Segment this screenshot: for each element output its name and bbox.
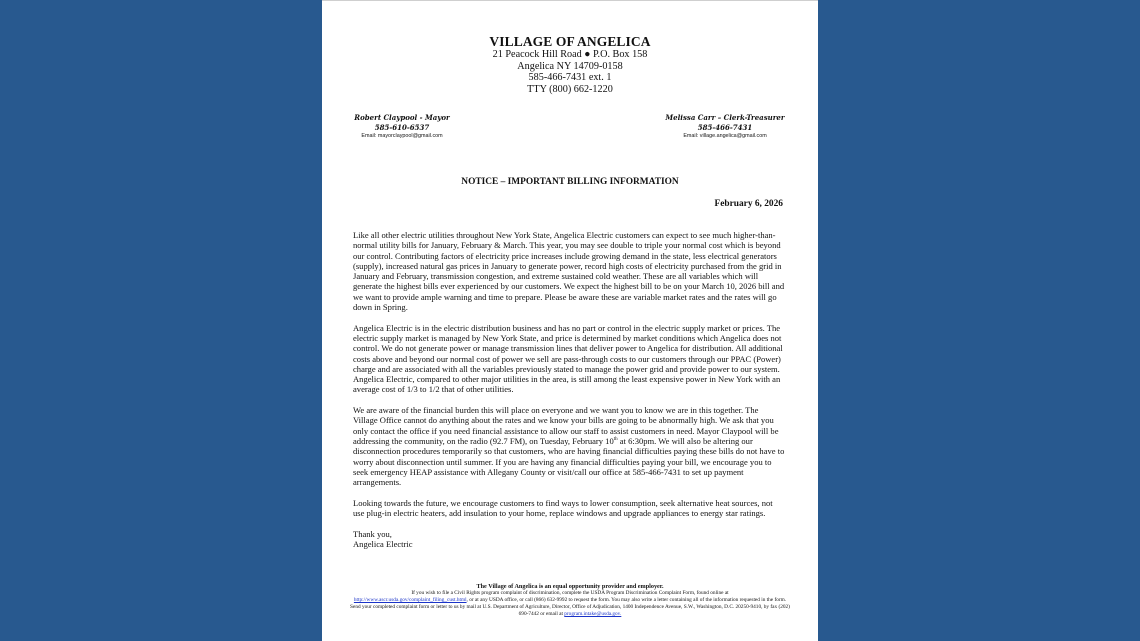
mayor-email: Email: mayorclaypool@gmail.com — [361, 133, 443, 139]
phone-line: 585-466-7431 ext. 1 — [528, 72, 612, 84]
paragraph-4: Looking towards the future, we encourage customers to find ways to lower consumption, seek alternative heat sources, not use plug-in electric heaters, add insulation to your home, replace windows and upgrade appliances to energy star ratings. — [353, 497, 773, 519]
clerk-name: Melissa Carr – Clerk-Treasurer — [665, 113, 785, 122]
complaint-form-link[interactable]: http://www.ascr.usda.gov/complaint_filing_cust.html — [353, 597, 467, 604]
closing-thanks: Thank you, — [353, 528, 392, 539]
letter-body — [353, 230, 785, 549]
letterhead — [322, 34, 818, 95]
email-link[interactable]: program.intake@usda.gov. — [564, 611, 622, 618]
nondiscrimination-footer — [350, 583, 790, 618]
mayor-name: Robert Claypool - Mayor — [354, 113, 450, 122]
document-page — [322, 0, 818, 641]
clerk-phone: 585-466-7431 — [697, 122, 753, 132]
paragraph-1: Like all other electric utilities throughout New York State, Angelica Electric customers can expect to see much higher-than-normal utility bills for January, February & March. This year, you may see double to triple your normal cost which is beyond our control. Contributing factors of electricity price increases include growing demand in the state, less electrical generators (supply), increased natural gas prices in January to generate power, record high costs of electricity purchased from the grid in January and February, transmission congestion, and extreme sustained cold weather. These are all variables which will generate the highest bills ever experienced by our customers. We expect the highest bill to be on your March 10, 2026 bill and we want to provide ample warning and time to prepare. Please be aware these are variable market rates and the rates will go down in Spring. — [353, 230, 785, 313]
address-line: 21 Peacock Hill Road ● P.O. Box 158 — [492, 49, 648, 60]
city-line: Angelica NY 14709-0158 — [517, 60, 623, 72]
mayor-phone: 585-610-6537 — [374, 122, 430, 132]
clerk-email: Email: village.angelica@gmail.com — [683, 133, 767, 139]
clerk-contact — [660, 113, 790, 141]
complaint-text: If you wish to file a Civil Rights program complaint of discrimination, complete the USDA Program Discrimination Complaint Form, found online at http://www.ascr.usda.gov/complaint_filing_cust.html, or at any USDA office, or call (866) 632-9992 to request the form. You may also write a letter containing all of the information requested in the form. Send your completed complaint form or letter to us by mail at U.S. Department of Agriculture, Director, Office of Adjudication, 1400 Independence Avenue, S.W., Washington, D.C. 20250-9410, by fax (202) 690-7442 or email at program.intake@usda.gov. — [350, 590, 790, 618]
paragraph-3: We are aware of the financial burden this will place on everyone and we want you to know we are in this together. The Village Office cannot do anything about the rates and we know your bills are going to be abnormally high. We ask that you only contact the office if you need financial assistance to allow our staff to assist customers in need. Mayor Claypool will be addressing the community, on the radio (92.7 FM), on Tuesday, February 10th at 6:30pm. We will also be altering our disconnection procedures temporarily so that customers, who are having financial difficulties paying these bills do not have to worry about disconnection until summer. If you are having any financial difficulties paying your bill, we encourage you to seek emergency HEAP assistance with Allegany County or visit/call our office at 585-466-7431 to set up payment arrangements. — [353, 405, 785, 488]
notice-date: February 6, 2026 — [714, 199, 783, 209]
notice-title: NOTICE – IMPORTANT BILLING INFORMATION — [461, 177, 679, 187]
eop-statement: The Village of Angelica is an equal opportunity provider and employer. — [476, 583, 664, 590]
mayor-contact — [337, 113, 467, 141]
paragraph-2: Angelica Electric is in the electric distribution business and has no part or control in the electric supply market or prices. The electric supply market is managed by New York State, and price is determined by market conditions which Angelica does not control. We do not generate power or manage transmission lines that deliver power to Angelica for distribution. All additional costs above and beyond our normal cost of power we sell are pass-through costs to our customers through our PPAC (Power) charge and are associated with all the variables previously stated to manage the power grid and provide power to our system. Angelica Electric, compared to other major utilities in the area, is still among the least expensive power in New York with an average cost of 1/3 to 1/2 that of other utilities. — [353, 322, 783, 395]
village-title: VILLAGE OF ANGELICA — [489, 34, 651, 49]
tty-line: TTY (800) 662-1220 — [527, 83, 613, 95]
closing-signature: Angelica Electric — [353, 538, 413, 549]
